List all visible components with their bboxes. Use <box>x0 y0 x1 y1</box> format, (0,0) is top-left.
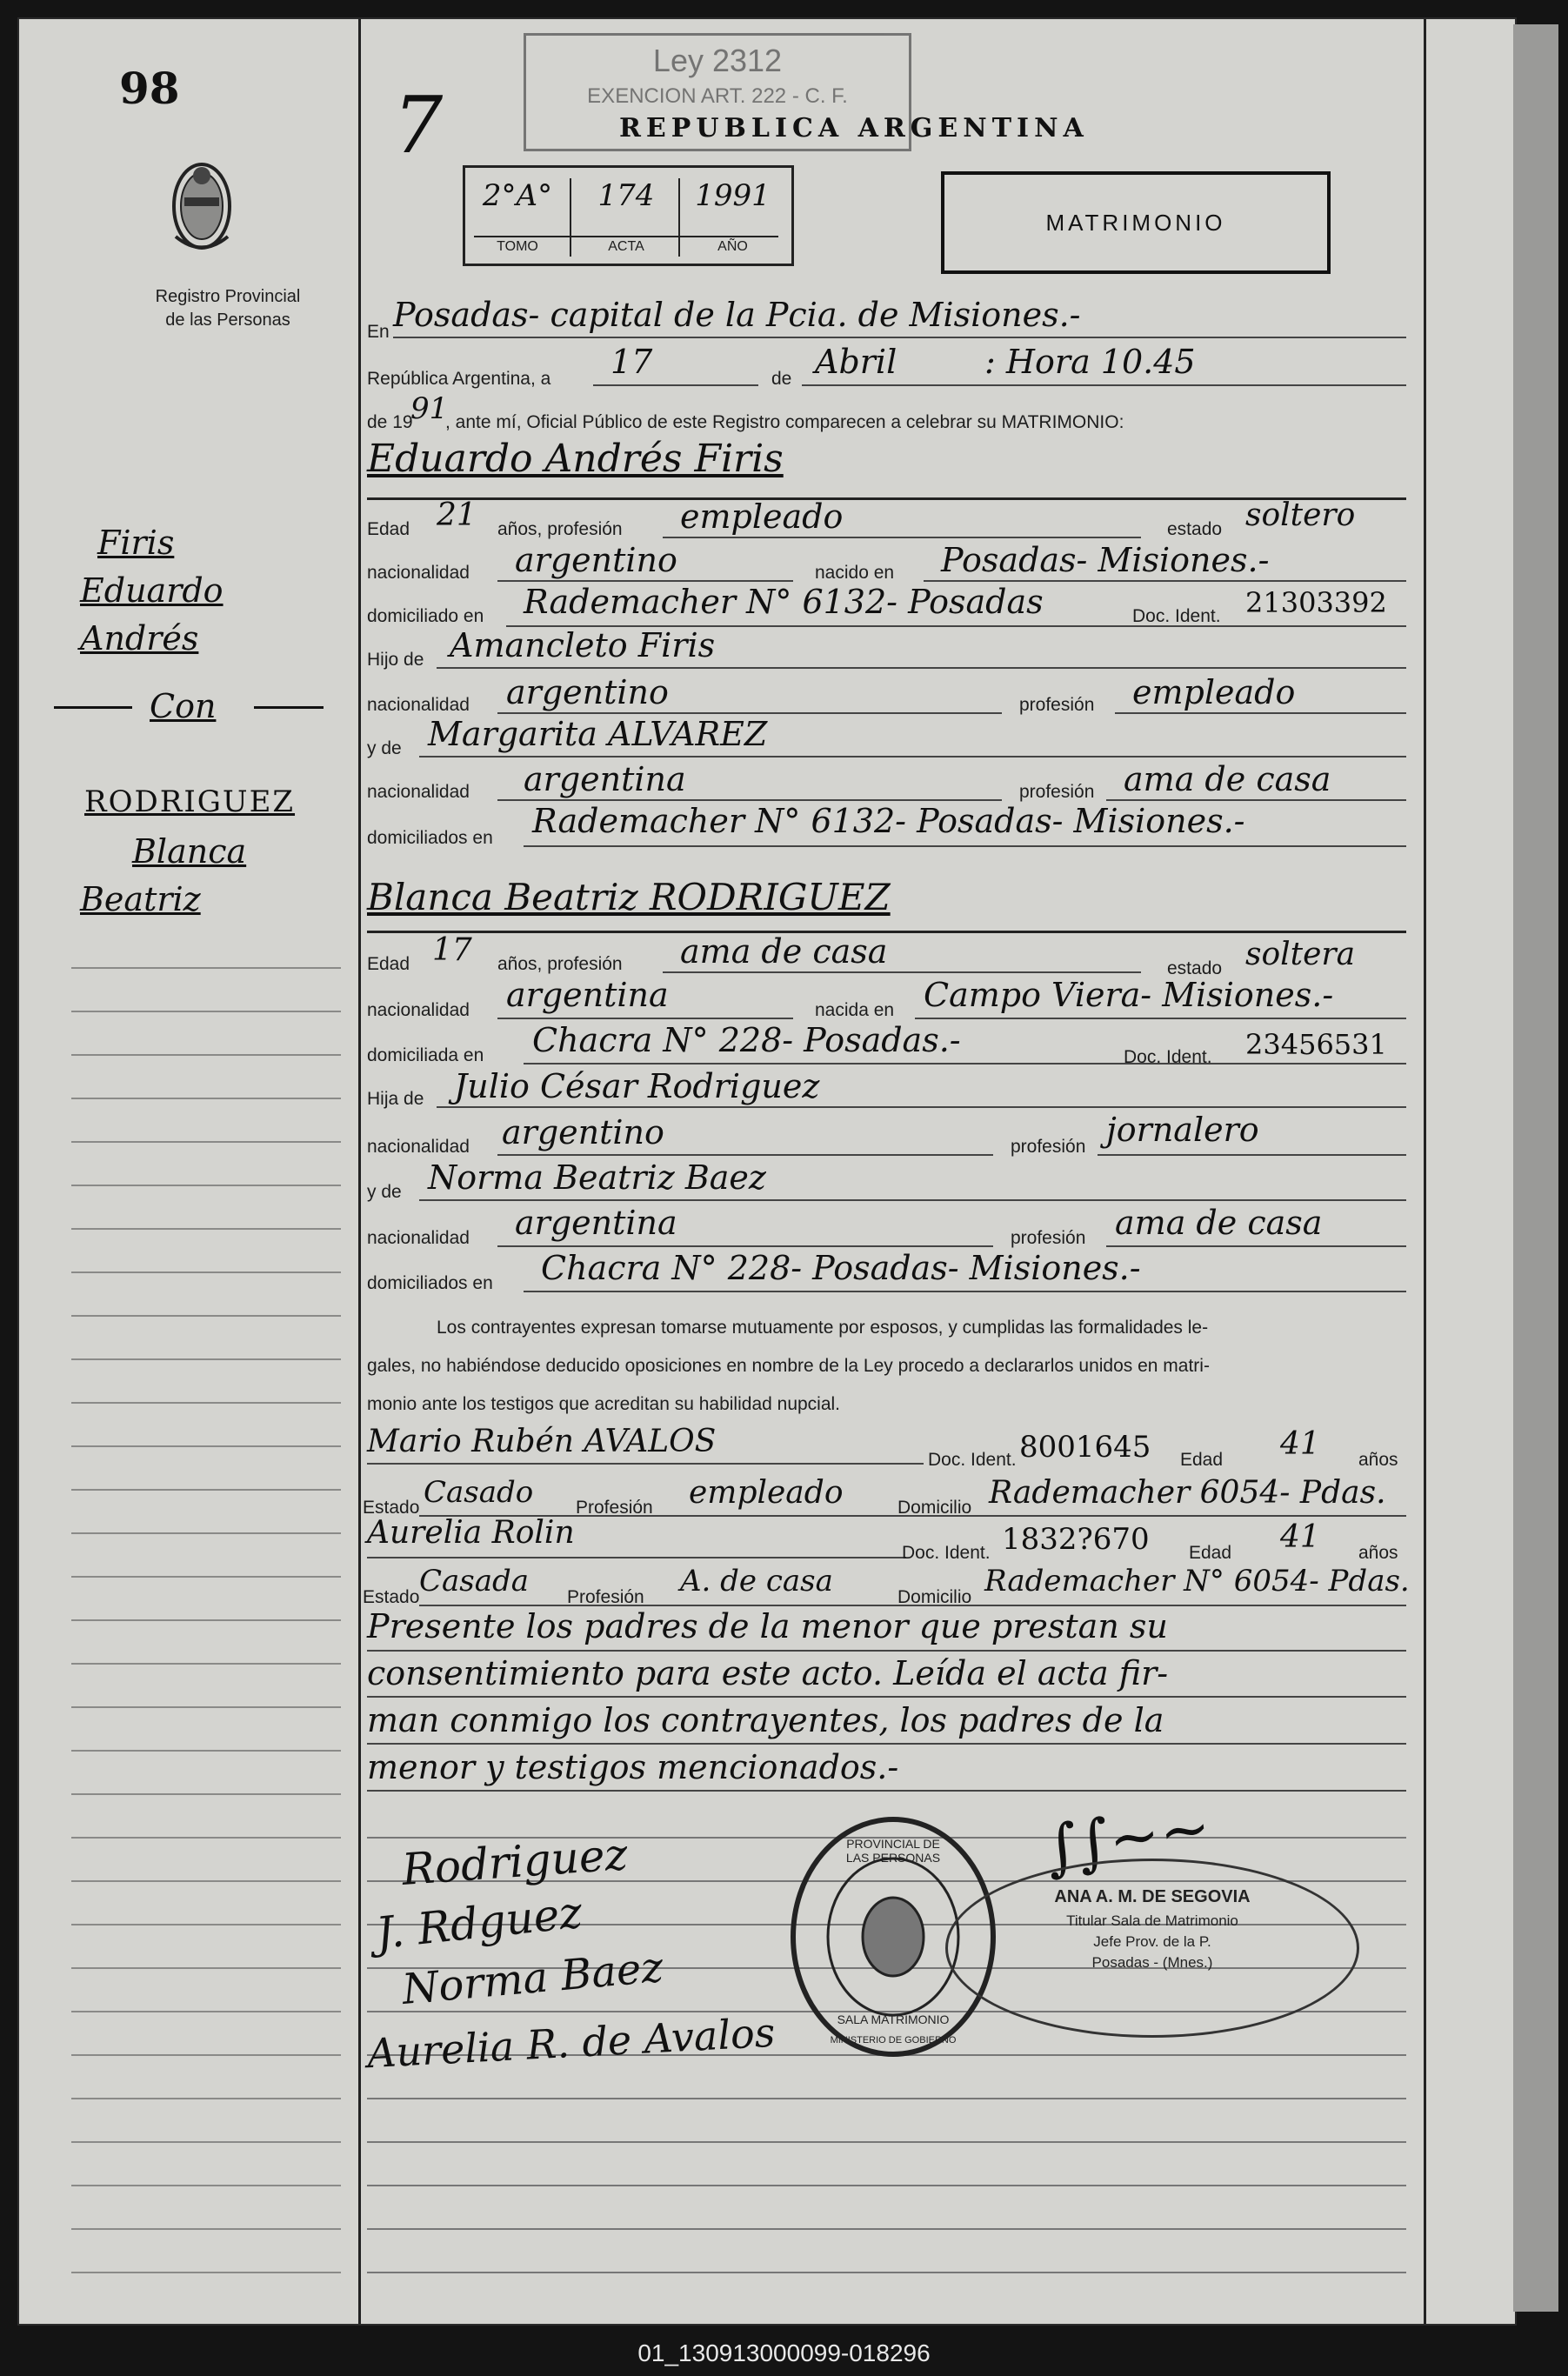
witness2-status: Casada <box>419 1564 530 1598</box>
bride-nationality: argentina <box>506 976 669 1014</box>
label-de19: de 19 <box>367 412 413 432</box>
note-line1: Presente los padres de la menor que prestan su <box>367 1607 1168 1645</box>
witness1-address: Rademacher 6054- Pdas. <box>989 1475 1386 1511</box>
paragraph-line3: monio ante los testigos que acreditan su habilidad nupcial. <box>367 1394 841 1414</box>
groom-father-nat: argentino <box>506 673 669 711</box>
bride-father-prof: jornalero <box>1106 1111 1259 1149</box>
label-nac-bfather: nacionalidad <box>367 1137 470 1157</box>
officer-line2: Titular Sala de Matrimonio <box>1066 1912 1238 1929</box>
margin-dash-right <box>254 706 324 709</box>
tomo-value: 2°A° <box>482 178 553 213</box>
label-edad-bride: Edad <box>367 954 410 974</box>
signature-2: J. Rdguez <box>373 1886 585 1959</box>
seal-top-text: PROVINCIAL DE LAS PERSONAS <box>845 1837 941 1865</box>
right-margin-column <box>1424 19 1518 2324</box>
witness2-age: 41 <box>1280 1519 1320 1555</box>
witness1-doc: 8001645 <box>1019 1430 1151 1465</box>
label-estado-groom: estado <box>1167 519 1223 539</box>
paragraph-line2: gales, no habiéndose deducido oposiciones en nombre de la Ley procedo a declararlos unidos en matri- <box>367 1356 1210 1376</box>
margin-groom-first: Eduardo <box>80 571 224 610</box>
label-dom-w2: Domicilio <box>897 1587 972 1607</box>
left-margin-column <box>19 19 361 2324</box>
label-hijo: Hijo de <box>367 650 424 670</box>
ano-value: 1991 <box>695 178 771 213</box>
label-dom-w1: Domicilio <box>897 1498 972 1518</box>
label-edad-groom: Edad <box>367 519 410 539</box>
label-yde-groom: y de <box>367 738 402 758</box>
label-anos-prof-groom: años, profesión <box>497 519 623 539</box>
bride-address: Chacra N° 228- Posadas.- <box>532 1021 961 1059</box>
witness1-status: Casado <box>424 1475 534 1510</box>
label-prof-gmother: profesión <box>1019 782 1095 802</box>
margin-bride-surname: RODRIGUEZ <box>84 784 296 819</box>
groom-nationality: argentino <box>515 541 677 579</box>
groom-status: soltero <box>1245 497 1356 533</box>
note-line4: menor y testigos mencionados.- <box>367 1748 899 1786</box>
date-year: 91 <box>410 391 449 426</box>
witness2-doc: 1832?670 <box>1002 1522 1150 1557</box>
label-hija: Hija de <box>367 1089 424 1109</box>
groom-age: 21 <box>437 497 477 533</box>
margin-groom-second: Andrés <box>80 619 199 657</box>
signature-1: Rodriguez <box>400 1829 630 1895</box>
label-estado-w2: Estado <box>363 1587 420 1607</box>
label-yde-bride: y de <box>367 1182 402 1202</box>
label-nacido: nacido en <box>815 563 895 583</box>
label-de-month: de <box>771 369 792 389</box>
label-en: En <box>367 322 390 342</box>
label-edad-w2: Edad <box>1189 1543 1232 1563</box>
groom-mother-nat: argentina <box>524 760 686 798</box>
groom-name: Eduardo Andrés Firis <box>367 437 784 481</box>
label-nacida: nacida en <box>815 1000 895 1020</box>
doc-type: MATRIMONIO <box>1045 209 1226 236</box>
seal-ministry-text: MINISTERIO DE GOBIERNO <box>830 2035 957 2046</box>
groom-profession: empleado <box>680 497 844 536</box>
groom-doc: 21303392 <box>1245 586 1387 619</box>
bride-parents-address: Chacra N° 228- Posadas- Misiones.- <box>541 1249 1141 1287</box>
groom-mother: Margarita ALVAREZ <box>428 715 768 753</box>
groom-father-prof: empleado <box>1132 673 1296 711</box>
groom-address: Rademacher N° 6132- Posadas <box>524 583 1044 621</box>
officer-line3: Jefe Prov. de la P. <box>1093 1933 1211 1950</box>
label-doms-bride: domiciliados en <box>367 1273 493 1293</box>
label-doms-groom: domiciliados en <box>367 828 493 848</box>
bride-born: Campo Viera- Misiones.- <box>924 976 1334 1014</box>
bride-mother-nat: argentina <box>515 1204 677 1242</box>
label-estado-w1: Estado <box>363 1498 420 1518</box>
bride-mother-prof: ama de casa <box>1115 1204 1323 1242</box>
doc-type-box <box>941 171 1331 274</box>
handwritten-mark-7: 7 <box>393 80 444 171</box>
margin-dash-left <box>54 706 132 709</box>
groom-parents-address: Rademacher N° 6132- Posadas- Misiones.- <box>532 802 1245 840</box>
label-comparecen: , ante mí, Oficial Público de este Registro comparecen a celebrar su MATRIMONIO: <box>445 412 1124 432</box>
label-doc-w1: Doc. Ident. <box>928 1450 1017 1470</box>
bride-doc: 23456531 <box>1245 1028 1387 1061</box>
witness1-name: Mario Rubén AVALOS <box>367 1424 717 1459</box>
label-doc-w2: Doc. Ident. <box>902 1543 991 1563</box>
label-doc-groom: Doc. Ident. <box>1132 606 1221 626</box>
officer-signature: ∫∫~~ <box>1041 1791 1216 1885</box>
date-month: Abril <box>815 343 897 381</box>
bride-mother: Norma Beatriz Baez <box>428 1158 766 1197</box>
label-nac-bride: nacionalidad <box>367 1000 470 1020</box>
label-anos-prof-bride: años, profesión <box>497 954 623 974</box>
tomo-label: TOMO <box>497 239 538 254</box>
note-line2: consentimiento para este acto. Leída el acta fir- <box>367 1654 1169 1692</box>
label-estado-bride: estado <box>1167 958 1223 978</box>
ano-label: AÑO <box>717 239 748 254</box>
place-value: Posadas- capital de la Pcia. de Misiones.- <box>393 296 1081 334</box>
label-prof-w1: Profesión <box>576 1498 653 1518</box>
date-time: : Hora 10.45 <box>984 343 1196 381</box>
witness1-age: 41 <box>1280 1426 1320 1462</box>
witness2-name: Aurelia Rolin <box>367 1515 575 1551</box>
witness1-profession: empleado <box>689 1475 844 1511</box>
stamp-line1: Ley 2312 <box>652 43 783 78</box>
register-page <box>17 17 1517 2326</box>
stamp-line2: EXENCION ART. 222 - C. F. <box>587 84 848 108</box>
officer-stamp <box>945 1859 1359 2038</box>
label-anos-w1: años <box>1358 1450 1398 1470</box>
label-prof-w2: Profesión <box>567 1587 644 1607</box>
witness2-address: Rademacher N° 6054- Pdas. <box>984 1564 1410 1598</box>
groom-born: Posadas- Misiones.- <box>941 541 1270 579</box>
adjacent-page-edge <box>1513 24 1558 2312</box>
bride-father: Julio César Rodriguez <box>454 1067 820 1105</box>
margin-bride-first: Blanca <box>132 832 247 871</box>
label-doc-bride: Doc. Ident. <box>1124 1047 1212 1067</box>
label-dom-bride: domiciliada en <box>367 1045 484 1065</box>
acta-label: ACTA <box>608 239 644 254</box>
label-prof-bmother: profesión <box>1011 1228 1086 1248</box>
label-anos-w2: años <box>1358 1543 1398 1563</box>
label-nac-gfather: nacionalidad <box>367 695 470 715</box>
date-day: 17 <box>611 343 653 381</box>
officer-name: ANA A. M. DE SEGOVIA <box>1054 1887 1251 1906</box>
bride-age: 17 <box>432 932 472 968</box>
signature-4: Aurelia R. de Avalos <box>365 2008 777 2078</box>
margin-bride-second: Beatriz <box>80 880 201 918</box>
groom-mother-prof: ama de casa <box>1124 760 1331 798</box>
witness2-profession: A. de casa <box>680 1564 833 1598</box>
bride-father-nat: argentino <box>502 1113 664 1151</box>
label-prof-bfather: profesión <box>1011 1137 1086 1157</box>
seal-bottom-text: SALA MATRIMONIO <box>837 2012 950 2026</box>
registry-line2: de las Personas <box>165 310 290 330</box>
label-nac-gmother: nacionalidad <box>367 782 470 802</box>
bride-profession: ama de casa <box>680 932 888 971</box>
acta-value: 174 <box>597 178 655 213</box>
label-prof-gfather: profesión <box>1019 695 1095 715</box>
coat-of-arms-icon <box>167 150 237 263</box>
registry-line1: Registro Provincial <box>155 287 301 306</box>
label-nac-bmother: nacionalidad <box>367 1228 470 1248</box>
page-number: 98 <box>119 63 180 114</box>
note-line3: man conmigo los contrayentes, los padres de la <box>367 1701 1164 1739</box>
country-heading: REPUBLICA ARGENTINA <box>619 113 1089 143</box>
record-box <box>463 165 794 266</box>
label-republica: República Argentina, a <box>367 369 551 389</box>
margin-groom-surname: Firis <box>97 524 175 562</box>
officer-line4: Posadas - (Mnes.) <box>1091 1954 1213 1971</box>
bride-name: Blanca Beatriz RODRIGUEZ <box>367 876 891 918</box>
signature-3: Norma Baez <box>400 1942 665 2015</box>
margin-con: Con <box>150 687 217 725</box>
label-nac-groom: nacionalidad <box>367 563 470 583</box>
groom-father: Amancleto Firis <box>450 626 716 664</box>
paragraph-line1: Los contrayentes expresan tomarse mutuamente por esposos, y cumplidas las formalidades le- <box>437 1318 1209 1338</box>
bride-status: soltera <box>1245 937 1356 972</box>
label-dom-groom: domiciliado en <box>367 606 484 626</box>
image-caption: 01_130913000099-018296 <box>637 2339 931 2366</box>
label-edad-w1: Edad <box>1180 1450 1224 1470</box>
